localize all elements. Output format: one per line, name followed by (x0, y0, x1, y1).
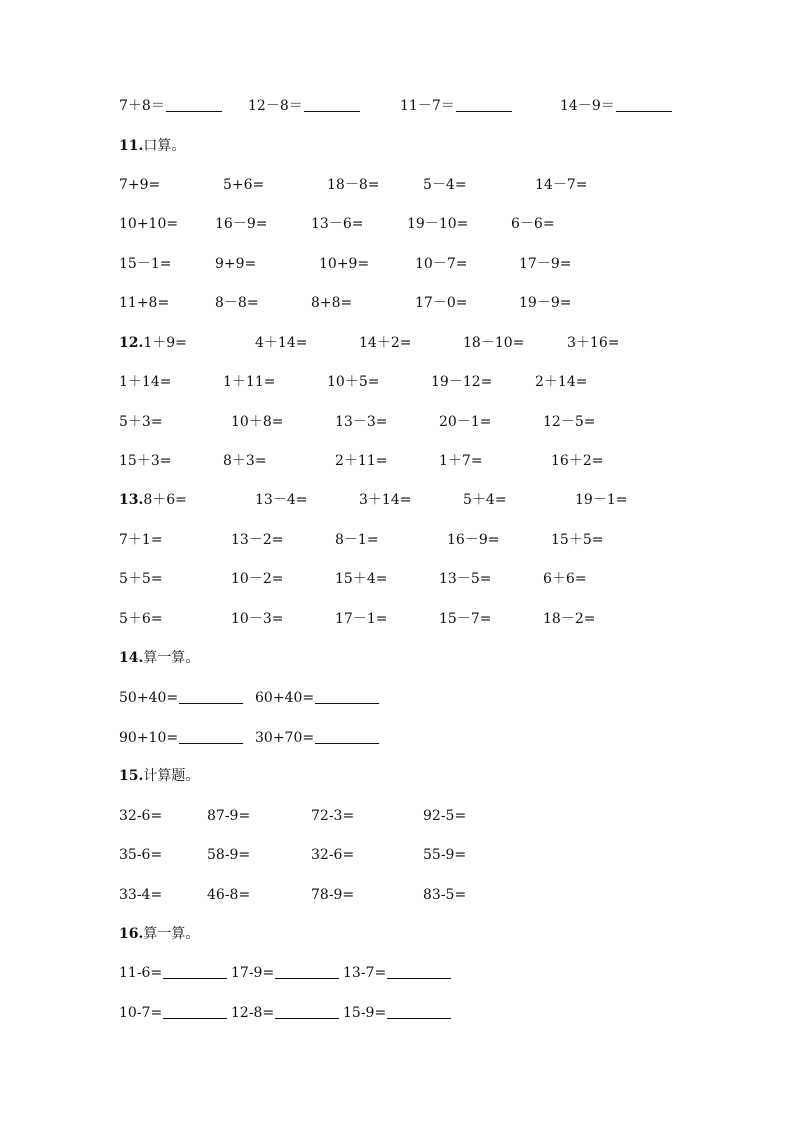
expression: 12－5= (543, 414, 596, 430)
expression: 10-7= (119, 1005, 163, 1021)
expression: 17－9= (519, 256, 572, 272)
expression: 3＋14= (359, 492, 412, 508)
expression: 8－8= (215, 295, 259, 311)
expression: 32-6= (311, 847, 355, 863)
q12-row (0, 449, 794, 473)
q14-item (119, 686, 243, 710)
expression: 15＋4= (335, 571, 388, 587)
expression: 15－1= (119, 256, 172, 272)
expression: 5＋4= (463, 492, 507, 508)
expression: 11-6= (119, 965, 163, 981)
q11-row (0, 173, 794, 197)
expression: 92-5= (423, 808, 467, 824)
expression: 12－8＝ (248, 98, 303, 114)
q16-item (343, 1001, 451, 1025)
q11-row (0, 291, 794, 315)
expression: 9+9= (215, 256, 257, 272)
q12-row (0, 410, 794, 434)
answer-blank[interactable] (315, 688, 379, 704)
answer-blank[interactable] (387, 963, 451, 979)
answer-blank[interactable] (163, 1003, 227, 1019)
q12-row (0, 331, 794, 355)
answer-blank[interactable] (304, 96, 360, 112)
expression: 2＋14= (535, 374, 588, 390)
expression: 5－4= (423, 177, 467, 193)
expression: 10－7= (415, 256, 468, 272)
answer-blank[interactable] (163, 963, 227, 979)
q13-row (0, 567, 794, 591)
q15-row (0, 883, 794, 907)
q16-item (119, 1001, 227, 1025)
expression: 13－4= (255, 492, 308, 508)
expression: 60+40= (255, 690, 315, 706)
expression: 8＋3= (223, 453, 267, 469)
expression: 8+8= (311, 295, 353, 311)
answer-blank[interactable] (616, 96, 672, 112)
expression: 14－9＝ (560, 98, 615, 114)
expression: 18－8= (327, 177, 380, 193)
q16-row (0, 1001, 794, 1025)
expression: 13-7= (343, 965, 387, 981)
expression: 16－9= (215, 216, 268, 232)
expression: 46-8= (207, 887, 251, 903)
expression: 1＋14= (119, 374, 172, 390)
expression: 15－7= (439, 611, 492, 627)
expression: 11－7＝ (400, 98, 455, 114)
q12-row (0, 370, 794, 394)
expression: 13－3= (335, 414, 388, 430)
q14-heading (119, 646, 199, 670)
expression: 5＋3= (119, 414, 163, 430)
q11-heading (119, 134, 185, 158)
expression: 30+70= (255, 730, 315, 746)
expression: 83-5= (423, 887, 467, 903)
q16-row (0, 961, 794, 985)
expression: 7＋1= (119, 532, 163, 548)
expression: 16＋2= (551, 453, 604, 469)
expression: 7+9= (119, 177, 161, 193)
q11-row (0, 212, 794, 236)
answer-blank[interactable] (275, 1003, 339, 1019)
expression: 10+10= (119, 216, 179, 232)
expression: 35-6= (119, 847, 163, 863)
expression: 5＋6= (119, 611, 163, 627)
expression: 17－1= (335, 611, 388, 627)
q13-first-cell (119, 488, 187, 512)
expression: 8＋6= (143, 492, 187, 508)
expression: 78-9= (311, 887, 355, 903)
q10-item (400, 94, 512, 118)
q10-item (119, 94, 222, 118)
expression: 4＋14= (255, 335, 308, 351)
question-title: 算一算。 (143, 926, 200, 942)
question-number: 12. (119, 335, 144, 351)
expression: 19－10= (407, 216, 469, 232)
q11-row (0, 252, 794, 276)
q13-row (0, 488, 794, 512)
expression: 32-6= (119, 808, 163, 824)
expression: 72-3= (311, 808, 355, 824)
expression: 1＋7= (439, 453, 483, 469)
q16-item (119, 961, 227, 985)
question-number: 16. (119, 926, 144, 942)
expression: 16－9= (447, 532, 500, 548)
question-title: 计算题。 (143, 768, 200, 784)
answer-blank[interactable] (179, 688, 243, 704)
expression: 50+40= (119, 690, 179, 706)
q15-heading (119, 764, 199, 788)
answer-blank[interactable] (275, 963, 339, 979)
expression: 55-9= (423, 847, 467, 863)
expression: 15＋3= (119, 453, 172, 469)
answer-blank[interactable] (315, 728, 379, 744)
expression: 18－2= (543, 611, 596, 627)
q13-row (0, 607, 794, 631)
q14-item (255, 726, 379, 750)
expression: 17－0= (415, 295, 468, 311)
q13-row (0, 528, 794, 552)
q14-item (255, 686, 379, 710)
expression: 5+6= (223, 177, 265, 193)
answer-blank[interactable] (166, 96, 222, 112)
expression: 18－10= (463, 335, 525, 351)
expression: 5＋5= (119, 571, 163, 587)
question-number: 11. (119, 138, 144, 154)
question-title: 口算。 (143, 138, 186, 154)
expression: 12-8= (231, 1005, 275, 1021)
expression: 20－1= (439, 414, 492, 430)
expression: 10+9= (319, 256, 370, 272)
q12-first-cell (119, 331, 187, 355)
expression: 19－1= (575, 492, 628, 508)
expression: 90+10= (119, 730, 179, 746)
expression: 1＋11= (223, 374, 276, 390)
question-number: 13. (119, 492, 144, 508)
q15-row (0, 804, 794, 828)
expression: 14－7= (535, 177, 588, 193)
expression: 1＋9= (143, 335, 187, 351)
q14-row (0, 686, 794, 710)
question-number: 14. (119, 650, 144, 666)
q10-item (248, 94, 360, 118)
expression: 13－6= (311, 216, 364, 232)
expression: 13－2= (231, 532, 284, 548)
question-number: 15. (119, 768, 144, 784)
expression: 11+8= (119, 295, 170, 311)
expression: 8－1= (335, 532, 379, 548)
answer-blank[interactable] (387, 1003, 451, 1019)
q15-row (0, 843, 794, 867)
expression: 10－2= (231, 571, 284, 587)
q16-item (231, 961, 339, 985)
q16-item (343, 961, 451, 985)
expression: 10＋5= (327, 374, 380, 390)
q14-row (0, 726, 794, 750)
expression: 15-9= (343, 1005, 387, 1021)
expression: 33-4= (119, 887, 163, 903)
expression: 2＋11= (335, 453, 388, 469)
expression: 14＋2= (359, 335, 412, 351)
q10-item (560, 94, 672, 118)
expression: 3＋16= (567, 335, 620, 351)
question-title: 算一算。 (143, 650, 200, 666)
expression: 10－3= (231, 611, 284, 627)
expression: 13－5= (439, 571, 492, 587)
expression: 7＋8＝ (119, 98, 165, 114)
expression: 15＋5= (551, 532, 604, 548)
answer-blank[interactable] (179, 728, 243, 744)
q16-heading (119, 922, 199, 946)
expression: 87-9= (207, 808, 251, 824)
expression: 6－6= (511, 216, 555, 232)
answer-blank[interactable] (456, 96, 512, 112)
expression: 58-9= (207, 847, 251, 863)
q14-item (119, 726, 243, 750)
expression: 19－9= (519, 295, 572, 311)
q16-item (231, 1001, 339, 1025)
q10-row (0, 94, 794, 118)
expression: 6＋6= (543, 571, 587, 587)
expression: 10＋8= (231, 414, 284, 430)
expression: 19－12= (431, 374, 493, 390)
expression: 17-9= (231, 965, 275, 981)
